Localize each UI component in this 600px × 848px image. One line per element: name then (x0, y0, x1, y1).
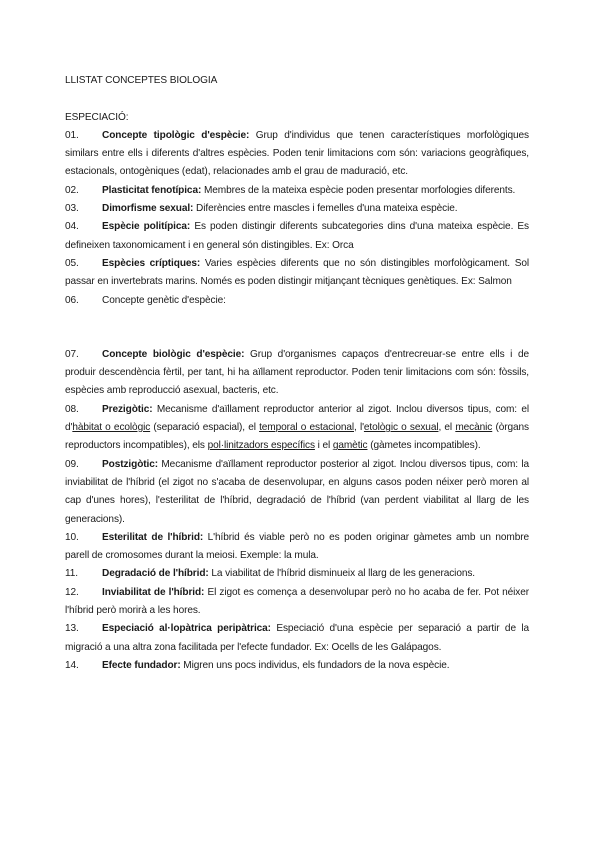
entry-definition: Diferències entre mascles i femelles d'una mateixa espècie. (193, 203, 458, 215)
entry-definition: Membres de la mateixa espècie poden presentar morfologies diferents. (201, 184, 516, 196)
underlined-term: gamètic (332, 440, 368, 452)
entry-number: 02. (65, 184, 79, 196)
underlined-term: mecànic (455, 422, 493, 434)
entry-number: 13. (65, 623, 79, 635)
entry-definition: , el (438, 422, 456, 434)
section-heading: ESPECIACIÓ: (65, 111, 129, 123)
entry-definition: Varies espècies diferents que no són distingibles morfològicament. Sol passar en invertebrats marins. Només es poden distingir mitjançant tècniques genètiques. Ex: Salmon (65, 257, 529, 288)
underlined-term: hàbitat o ecològic (72, 422, 151, 434)
entry-13 (65, 620, 529, 657)
blank-gap (65, 310, 529, 346)
entry-01 (65, 127, 529, 182)
entry-definition: Grup d'individus que tenen característiques morfològiques similars entre ells i diferents d'altres espècies. Poden tenir limitacions com són: variacions geogràfiques, estacionals, ontogèniques (edat), relacionades amb el grau de maduració, etc. (65, 129, 529, 178)
entry-definition: Mecanisme d'aïllament reproductor anterior al zigot. Inclou diversos tipus, com: el d' (65, 403, 529, 434)
entry-term: Plasticitat fenotípica: (102, 184, 202, 196)
entry-12 (65, 584, 529, 621)
underlined-term: temporal o estacional (259, 422, 354, 434)
entry-10 (65, 529, 529, 566)
entry-definition: (gàmetes incompatibles). (367, 440, 481, 452)
entry-definition: , l' (354, 422, 364, 434)
entry-definition: Migren uns pocs individus, els fundadors de la nova espècie. (180, 659, 450, 671)
entry-definition: La viabilitat de l'híbrid disminueix al llarg de les generacions. (208, 568, 475, 580)
entry-number: 08. (65, 403, 79, 415)
entry-number: 04. (65, 221, 79, 233)
entry-14 (65, 657, 529, 675)
entry-definition: Es poden distingir diferents subcategories dins d'una mateixa espècie. Es defineixen taxonomicament i en general són distingibles. Ex: Orca (65, 221, 529, 251)
entry-11 (65, 565, 529, 583)
entry-05 (65, 255, 529, 292)
entry-number: 09. (65, 458, 79, 470)
entry-term: Esterilitat de l'híbrid: (102, 531, 204, 543)
entry-number: 05. (65, 257, 79, 269)
entry-term: Degradació de l'híbrid: (102, 568, 209, 580)
entry-06 (65, 292, 529, 310)
entry-definition: (òrgans reproductors incompatibles), els (65, 422, 529, 452)
underlined-term: pol·linitzadors específics (207, 440, 315, 452)
entry-definition: Mecanisme d'aïllament reproductor posterior al zigot. Inclou diversos tipus, com: la inviabilitat de l'híbrid (el zigot no s'acaba de desenvolupar, en alguns casos poden néixer però moren al cap d'unes hores), l'esterilitat de l'híbrid, degradació de l'híbrid (van perdent viabilitat al llarg de les generacions). (65, 458, 529, 525)
entry-term: Efecte fundador: (102, 659, 181, 671)
entry-definition: Grup d'organismes capaços d'entrecreuar-se entre ells i de produir descendència fèrtil, per tant, hi ha aïllament reproductor. Poden tenir limitacions com són: fòssils, espècies amb reproducció asexual, bacteris, etc. (65, 348, 529, 397)
document-page (65, 72, 529, 675)
entry-term: Concepte biològic d'espècie: (102, 348, 245, 360)
entry-number: 03. (65, 203, 79, 215)
entry-definition: Especiació d'una espècie per separació a partir de la migració a una altra zona facilitada per l'efecte fundador. Ex: Ocells de les Galápagos. (65, 623, 530, 653)
entry-definition: (separació espacial), el (150, 422, 260, 434)
entry-definition: Concepte genètic d'espècie: (102, 294, 226, 306)
entry-number: 01. (65, 129, 79, 141)
entry-number: 12. (65, 586, 79, 598)
entry-term: Prezigòtic: (102, 403, 153, 415)
entry-term: Especiació al·lopàtrica peripàtrica: (102, 623, 271, 635)
entry-term: Postzigòtic: (102, 458, 158, 470)
entry-02 (65, 182, 529, 200)
document-title: LLISTAT CONCEPTES BIOLOGIA (65, 75, 218, 86)
entry-term: Espècie politípica: (102, 221, 191, 233)
entry-definition: L'híbrid és viable però no es poden originar gàmetes amb un nombre parell de cromosomes durant la meiosi. Exemple: la mula. (65, 531, 529, 562)
entry-term: Inviabilitat de l'híbrid: (102, 586, 205, 598)
entry-definition: El zigot es comença a desenvolupar però no ho acaba de fer. Pot néixer l'híbrid però morirà a les hores. (65, 586, 529, 617)
entry-number: 14. (65, 659, 79, 671)
entry-number: 06. (65, 294, 79, 306)
entry-04 (65, 218, 529, 255)
entry-term: Dimorfisme sexual: (102, 203, 194, 215)
entry-03 (65, 200, 529, 218)
entry-number: 11. (65, 568, 78, 580)
entry-09 (65, 456, 529, 529)
entry-definition: i el (314, 440, 333, 452)
entry-number: 07. (65, 348, 79, 360)
entry-number: 10. (65, 531, 79, 543)
entry-07 (65, 346, 529, 401)
entry-term: Espècies críptiques: (102, 257, 201, 269)
underlined-term: etològic o sexual (363, 422, 439, 434)
entry-08 (65, 401, 529, 456)
entry-term: Concepte tipològic d'espècie: (102, 129, 250, 141)
